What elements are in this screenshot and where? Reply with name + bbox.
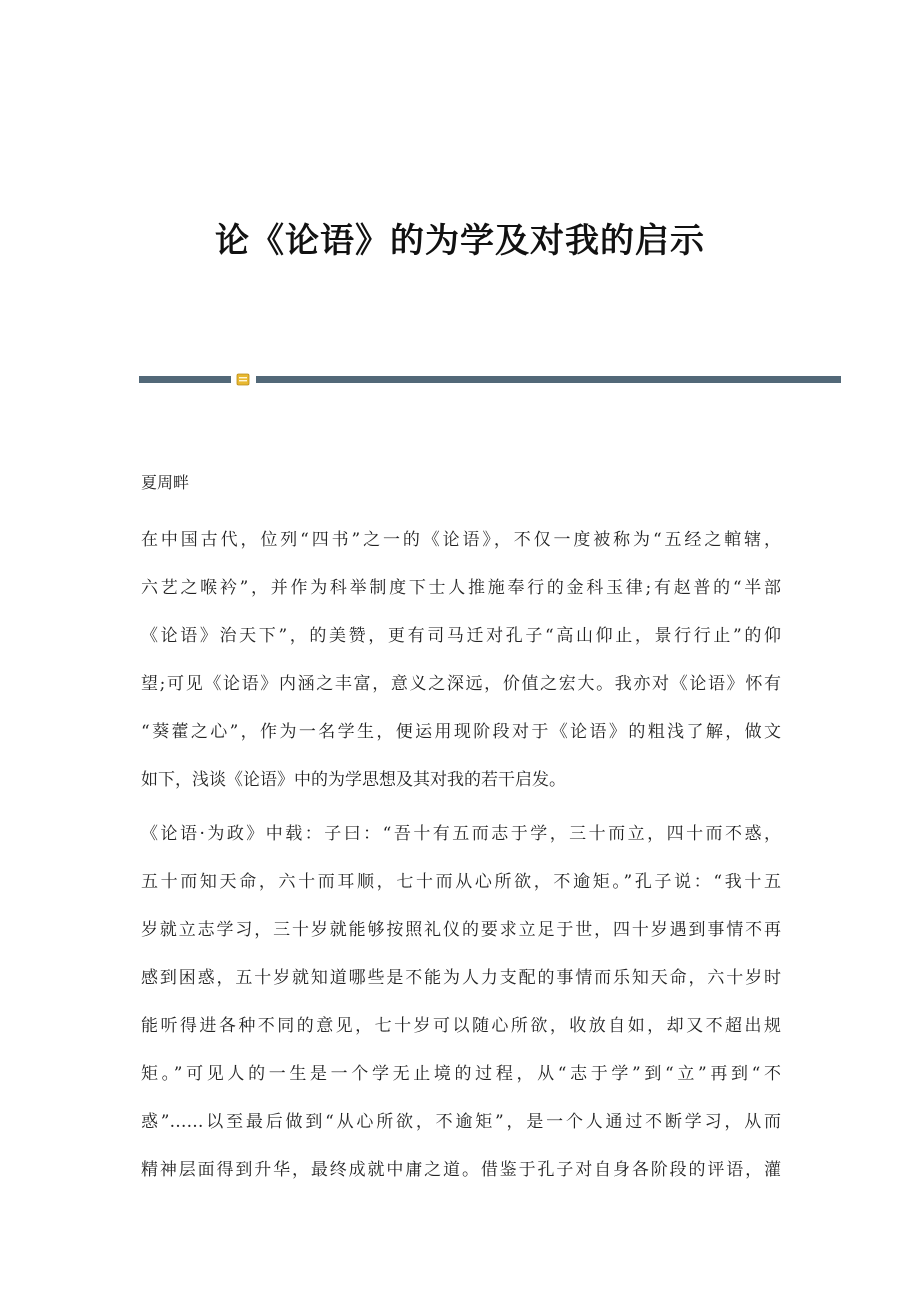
divider-left-bar — [139, 376, 231, 383]
text-line: 矩。”可见人的一生是一个学无止境的过程，从“志于学”到“立”再到“不 — [141, 1064, 781, 1084]
document-title: 论《论语》的为学及对我的启示 — [215, 221, 705, 261]
text-line: 岁就立志学习，三十岁就能够按照礼仪的要求立足于世，四十岁遇到事情不再 — [141, 920, 781, 940]
text-line: 精神层面得到升华，最终成就中庸之道。借鉴于孔子对自身各阶段的评语，灌 — [141, 1160, 781, 1180]
paragraph-2 — [141, 810, 781, 1194]
text-line: 在中国古代，位列“四书”之一的《论语》，不仅一度被称为“五经之輨辖， — [141, 530, 781, 550]
text-line: 六艺之喉衿”，并作为科举制度下士人推施奉行的金科玉律;有赵普的“半部 — [141, 578, 781, 598]
text-line: “葵藿之心”，作为一名学生，便运用现阶段对于《论语》的粗浅了解，做文 — [141, 722, 781, 742]
title-divider — [139, 373, 841, 387]
text-line: 五十而知天命，六十而耳顺，七十而从心所欲，不逾矩。”孔子说：“我十五 — [141, 872, 781, 892]
text-line: 望;可见《论语》内涵之丰富，意义之深远，价值之宏大。我亦对《论语》怀有 — [141, 674, 781, 694]
text-line: 感到困惑，五十岁就知道哪些是不能为人力支配的事情而乐知天命，六十岁时 — [141, 968, 781, 988]
text-line: 《论语》治天下”，的美赞，更有司马迁对孔子“高山仰止，景行行止”的仰 — [141, 626, 781, 646]
divider-right-bar — [256, 376, 841, 383]
paragraph-1 — [141, 516, 781, 804]
text-line: 如下，浅谈《论语》中的为学思想及其对我的若干启发。 — [141, 770, 566, 790]
text-line: 惑”……以至最后做到“从心所欲，不逾矩”，是一个人通过不断学习，从而 — [141, 1112, 781, 1132]
document-icon — [236, 373, 250, 386]
text-line: 《论语·为政》中载：子曰：“吾十有五而志于学，三十而立，四十而不惑， — [141, 824, 781, 844]
author-name: 夏周畔 — [141, 473, 190, 492]
text-line: 能听得进各种不同的意见，七十岁可以随心所欲，收放自如，却又不超出规 — [141, 1016, 781, 1036]
